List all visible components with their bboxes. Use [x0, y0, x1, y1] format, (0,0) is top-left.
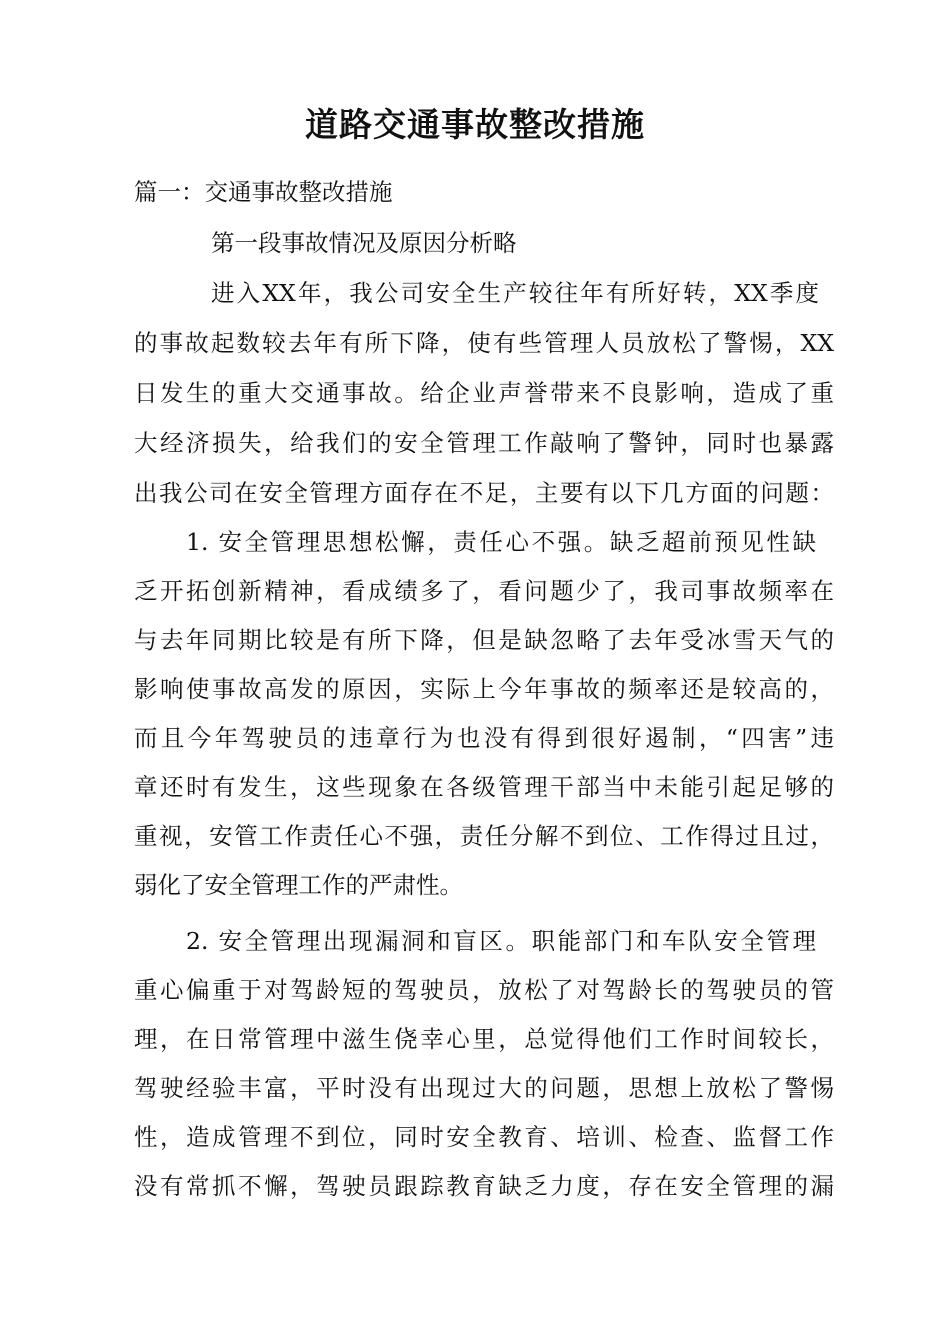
paragraph-line: 1. 安全管理思想松懈，责任心不强。缺乏超前预见性缺 [186, 528, 816, 556]
paragraph-line: 影响使事故高发的原因，实际上今年事故的频率还是较高的， [134, 675, 834, 703]
paragraph-line: 2. 安全管理出现漏洞和盲区。职能部门和车队安全管理 [186, 927, 816, 955]
paragraph-line: 乏开拓创新精神，看成绩多了，看问题少了，我司事故频率在 [134, 577, 834, 605]
paragraph-line: 章还时有发生，这些现象在各级管理干部当中未能引起足够的 [134, 773, 834, 801]
paragraph-line: 弱化了安全管理工作的严肃性。 [134, 871, 463, 899]
paragraph-line: 驾驶经验丰富，平时没有出现过大的问题，思想上放松了警惕 [134, 1074, 834, 1102]
paragraph-line: 进入XX年，我公司安全生产较往年有所好转，XX季度 [211, 279, 819, 307]
paragraph-line: 的事故起数较去年有所下降，使有些管理人员放松了警惕，XX [134, 329, 834, 357]
document-title: 道路交通事故整改措施 [305, 105, 645, 144]
paragraph-line: 理，在日常管理中滋生侥幸心里，总觉得他们工作时间较长， [134, 1025, 834, 1053]
paragraph-line: 没有常抓不懈，驾驶员跟踪教育缺乏力度，存在安全管理的漏 [134, 1172, 834, 1200]
paragraph-line: 重心偏重于对驾龄短的驾驶员，放松了对驾龄长的驾驶员的管 [134, 976, 834, 1004]
paragraph-line: 日发生的重大交通事故。给企业声誉带来不良影响，造成了重 [134, 379, 834, 407]
paragraph-line: 与去年同期比较是有所下降，但是缺忽略了去年受冰雪天气的 [134, 626, 834, 654]
paragraph-line: 大经济损失，给我们的安全管理工作敲响了警钟，同时也暴露 [134, 429, 834, 457]
paragraph-line: 重视，安管工作责任心不强，责任分解不到位、工作得过且过， [134, 822, 834, 850]
section-heading: 篇一：交通事故整改措施 [134, 178, 393, 206]
paragraph-line: 出我公司在安全管理方面存在不足，主要有以下几方面的问题： [134, 479, 834, 507]
paragraph-line: 性，造成管理不到位，同时安全教育、培训、检查、监督工作 [134, 1123, 834, 1151]
paragraph-line: 而且今年驾驶员的违章行为也没有得到很好遏制，“四害”违 [134, 724, 834, 752]
subheading: 第一段事故情况及原因分析略 [211, 229, 517, 257]
